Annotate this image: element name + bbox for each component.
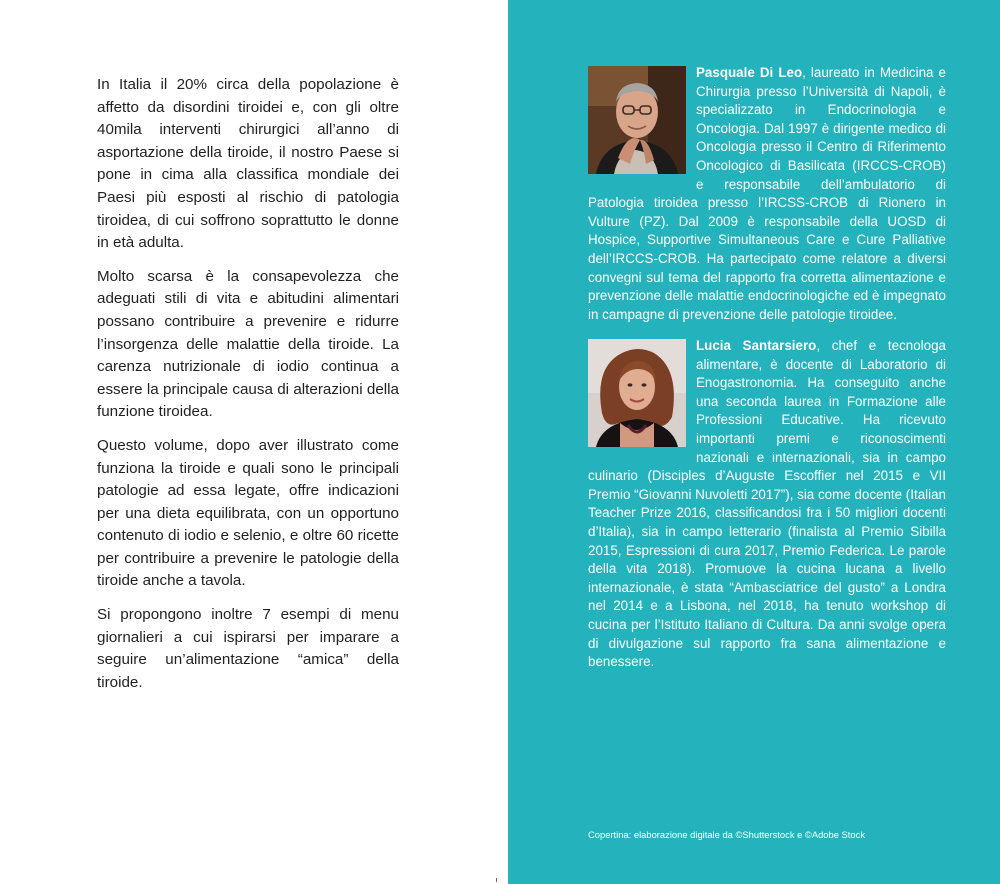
description-paragraph: In Italia il 20% circa della popolazione è affetto da disordini tiroidei e, con gli oltre 40mila interventi chirurgici all’anno di asportazione della tiroide, il nostro Paese si pone in cima alla classifica mondiale dei Paesi più esposti al rischio di patologia tiroidea, di cui soffrono soprattutto le donne in età adulta. [97, 76, 399, 252]
author-bio-text: , laureato in Medicina e Chirurgia presso l’Università di Napoli, è specializzato in Endocrinologia e Oncologia. Dal 1997 è dirigente medico di Oncologia presso il Centro di Riferimento Oncologico di Basilicata (IRCCS-CROB) e responsabile dell’ambulatorio di Patologia tiroidea presso l’IRCSS-CROB di Rionero in Vulture (PZ). Dal 2009 è responsabile della UOSD di Hospice, Supportive Simultaneous Care e Cure Palliative dell’IRCCS-CROB. Ha partecipato come relatore a diversi convegni sul tema del rapporto fra corretta alimentazione e prevenzione delle malattie endocrinologiche ed è impegnato in campagne di prevenzione delle patologie tiroidee. [588, 65, 946, 322]
portrait-woman-icon [588, 339, 686, 447]
author-bio-di-leo [588, 64, 946, 324]
cover-credit: Copertina: elaborazione digitale da ©Shutterstock e ©Adobe Stock [588, 829, 866, 840]
back-cover-description [97, 74, 399, 705]
author-name: Lucia Santarsiero [696, 338, 817, 353]
right-page [508, 0, 1000, 884]
author-photo-di-leo [588, 66, 686, 174]
author-name: Pasquale Di Leo [696, 65, 803, 80]
author-bio-santarsiero [588, 337, 946, 672]
portrait-man-icon [588, 66, 686, 174]
author-photo-santarsiero [588, 339, 686, 447]
author-bio-text: , chef e tecnologa alimentare, è docente di Laboratorio di Enogastronomia. Ha conseguito anche una seconda laurea in Formazione alle Professioni Educative. Ha ricevuto importanti premi e riconoscimenti nazionali e internazionali, sia in campo culinario (Disciples d’Auguste Escoffier nel 2015 e VII Premio “Giovanni Nuvoletti 2017”), sia come docente (Italian Teacher Prize 2016, classificandosi fra i 50 migliori docenti d’Italia), sia in campo letterario (finalista al Premio Sibilla 2015, Espressioni di cura 2017, Premio Federica. Le parole della vita 2018). Promuove la cucina lucana a livello internazionale, è stata “Ambasciatrice del gusto” a Londra nel 2014 e a Lisbona, nel 2018, ha tenuto workshop di cucina per l’Istituto Italiano di Cultura. Da anni svolge opera di divulgazione sul rapporto fra sana alimentazione e benessere. [588, 338, 946, 670]
gutter-mark [496, 878, 497, 882]
description-paragraph: Molto scarsa è la consapevolezza che adeguati stili di vita e abitudini alimentari possano contribuire a prevenire e ridurre l’insorgenza delle malattie della tiroide. La carenza nutrizionale di iodio continua a essere la principale causa di alterazioni della funzione tiroidea. [97, 267, 399, 421]
description-paragraph: Si propongono inoltre 7 esempi di menu giornalieri a cui ispirarsi per imparare a seguire un’alimentazione “amica” della tiroide. [97, 606, 399, 691]
description-paragraph: Questo volume, dopo aver illustrato come funziona la tiroide e quali sono le principali patologie ad essa legate, offre indicazioni per una dieta equilibrata, con un opportuno contenuto di iodio e selenio, e oltre 60 ricette per contribuire a prevenire le patologie della tiroide anche a tavola. [97, 436, 399, 590]
